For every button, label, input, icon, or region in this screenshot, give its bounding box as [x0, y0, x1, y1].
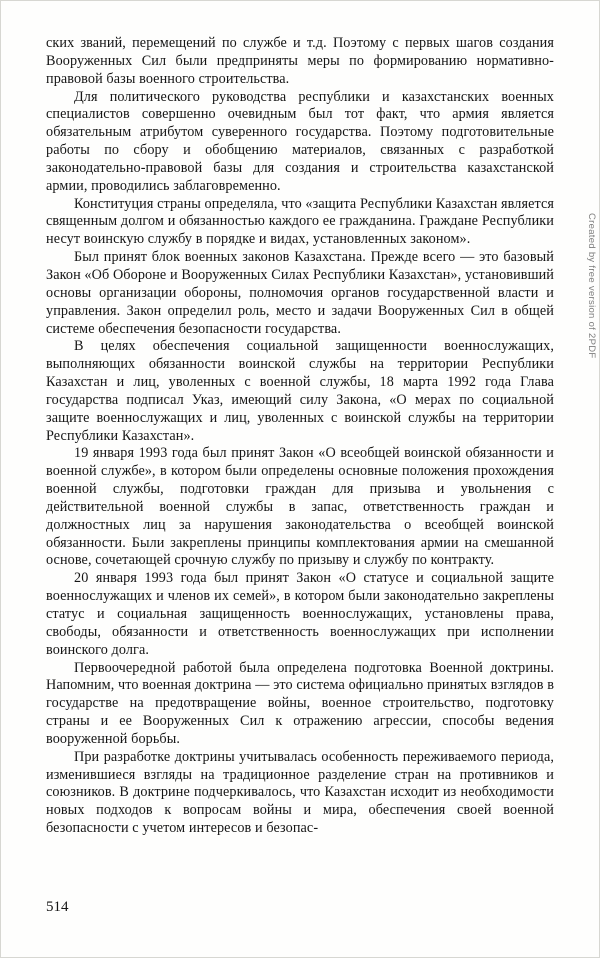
- paragraph: Конституция страны определяла, что «защита Республики Казахстан является священным долгом и обязанностью каждого ее гражданина. Граждане Республики несут воинскую службу в порядке и видах, установленных законом».: [46, 195, 554, 248]
- paragraph: 20 января 1993 года был принят Закон «О статусе и социальной защите военнослужащих и членов их семей», в котором были законодательно закреплены статус и социальная защищенность военнослужащих, установлены права, свободы, обязанности и ответственность военнослужащих при исполнении воинского долга.: [46, 570, 554, 658]
- page-number: 514: [46, 899, 69, 915]
- watermark: Created by free version of 2PDF: [586, 213, 597, 359]
- paragraph: В целях обеспечения социальной защищенности военнослужащих, выполняющих обязанности воинской службы на территории Республики Казахстан и лиц, уволенных с военной службы, 18 марта 1992 года Глава государства подписал Указ, имеющий силу Закона, «О мерах по социальной защите военнослужащих и лиц, уволенных с воинской службы на территории Республики Казахстан».: [46, 338, 554, 444]
- paragraph: 19 января 1993 года был принят Закон «О всеобщей воинской обязанности и военной службе», в котором были определены основные положения прохождения военной службы, подготовки граждан для призыва и увольнения с действительной военной службы в запас, ответственность граждан и должностных лиц за нарушения законодательства о всеобщей воинской обязанности. Были закреплены принципы комплектования армии на смешанной основе, сочетающей срочную службу по призыву и службу по контракту.: [46, 445, 554, 569]
- paragraph: Для политического руководства республики и казахстанских военных специалистов совершенно очевидным был тот факт, что армия является обязательным атрибутом суверенного государства. Поэтому подготовительные работы по сбору и обобщению материалов, связанных с разработкой законодательно-правовой базы для создания и строительства казахстанской армии, проводились заблаговременно.: [46, 88, 554, 194]
- paragraph: ских званий, перемещений по службе и т.д. Поэтому с первых шагов создания Вооруженных Сил были предприняты меры по формированию нормативно-правовой базы военного строительства.: [46, 35, 554, 87]
- text-block: [46, 35, 554, 838]
- paragraph: При разработке доктрины учитывалась особенность переживаемого периода, изменившиеся взгляды на традиционное разделение стран на противников и союзников. В доктрине подчеркивалось, что Казахстан исходит из необходимости новых подходов к вопросам войны и мира, обеспечения своей военной безопасности с учетом интересов и безопас-: [46, 748, 554, 837]
- paragraph: Первоочередной работой была определена подготовка Военной доктрины. Напомним, что военная доктрина — это система официально принятых взглядов в государстве на предотвращение войны, военное строительство, подготовку страны и ее Вооруженных Сил к отражению агрессии, способы ведения вооруженной борьбы.: [46, 659, 554, 747]
- paragraph: Был принят блок военных законов Казахстана. Прежде всего — это базовый Закон «Об Обороне и Вооруженных Силах Республики Казахстан», установивший основы организации обороны, полномочия органов государственной власти и управления. Закон определил роль, место и задачи Вооруженных Сил в общей системе обеспечения безопасности государства.: [46, 249, 554, 337]
